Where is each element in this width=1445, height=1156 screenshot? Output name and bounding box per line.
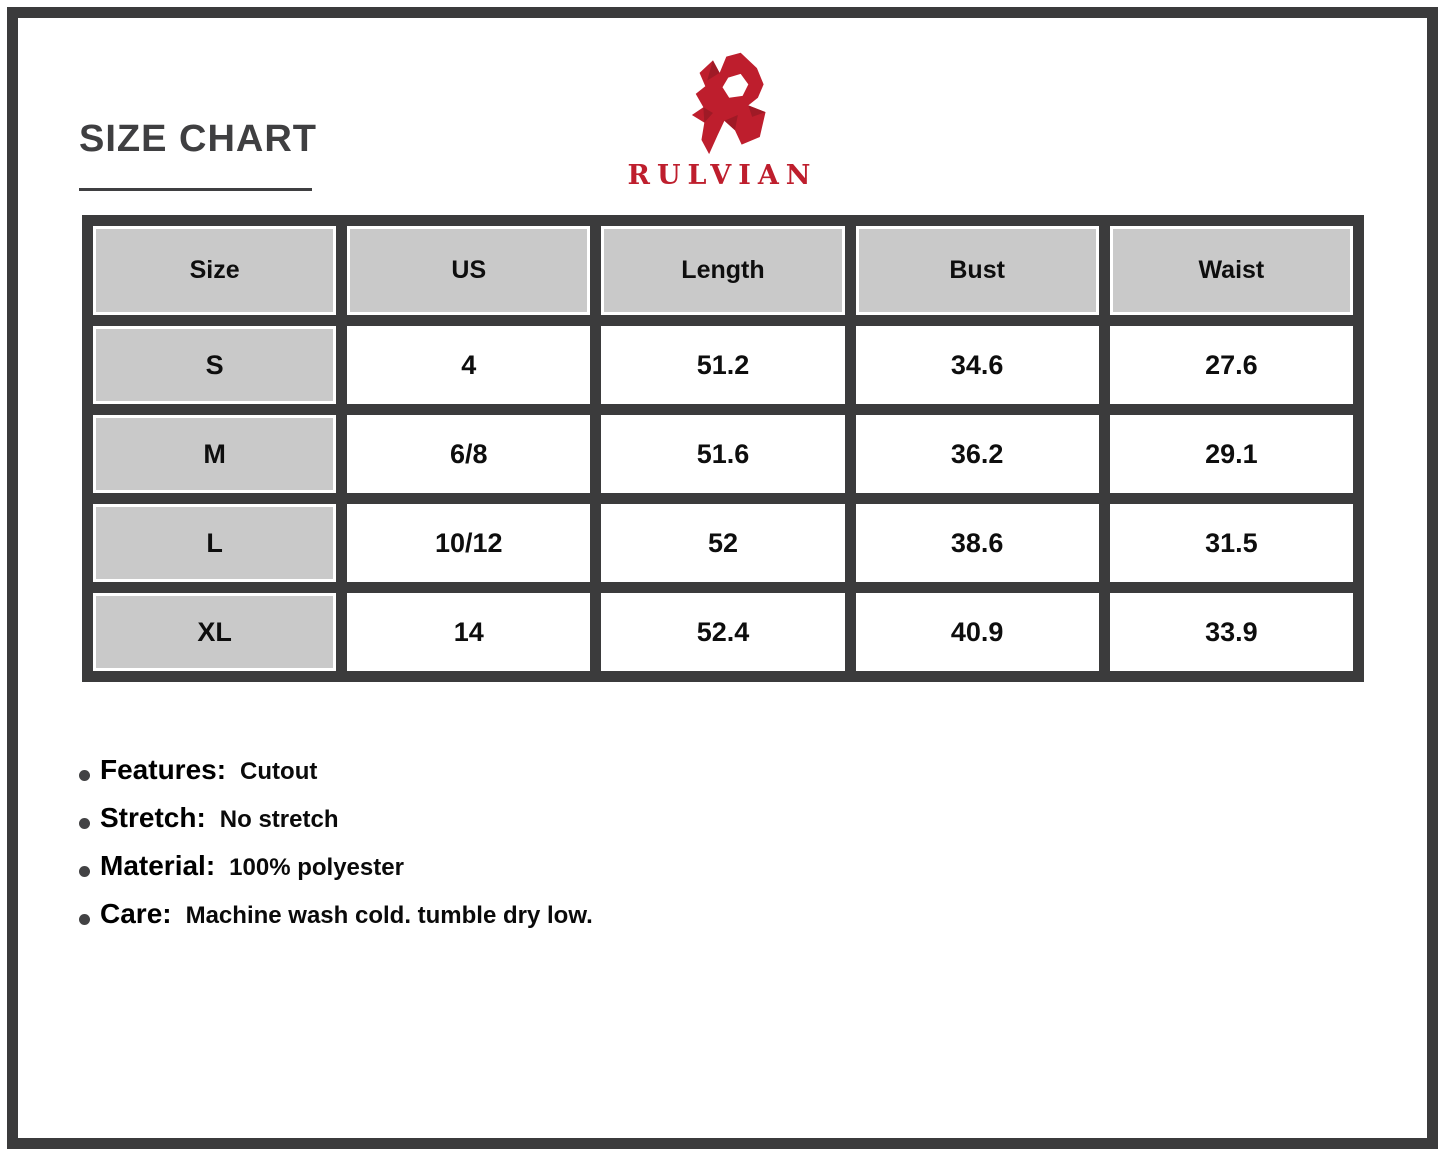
size-cell: XL [93,593,336,671]
table-cell: 10/12 [347,504,590,582]
table-cell: 6/8 [347,415,590,493]
detail-label: Features: [100,754,227,785]
column-header-length: Length [601,226,844,315]
size-chart-table [82,215,1364,682]
column-header-size: Size [93,226,336,315]
size-cell: S [93,326,336,404]
detail-label: Material: [100,850,216,881]
table-cell: 52.4 [601,593,844,671]
details-list [79,754,593,946]
table-cell: 4 [347,326,590,404]
detail-item [79,898,593,946]
column-header-waist: Waist [1110,226,1353,315]
detail-label: Care: [100,898,172,929]
table-row [93,593,1353,671]
table-cell: 31.5 [1110,504,1353,582]
bullet-icon [79,866,90,877]
table-row [93,415,1353,493]
detail-item [79,754,593,802]
outer-frame [7,7,1438,1149]
detail-item [79,802,593,850]
detail-value: Cutout [240,758,318,785]
bullet-icon [79,914,90,925]
detail-value: No stretch [219,806,339,833]
detail-value: 100% polyester [229,854,404,881]
table-cell: 34.6 [856,326,1099,404]
bullet-icon [79,770,90,781]
brand-name: RULVIAN [627,160,818,191]
column-header-bust: Bust [856,226,1099,315]
size-cell: M [93,415,336,493]
detail-label: Stretch: [100,802,206,833]
table-header-row [93,226,1353,315]
table-cell: 38.6 [856,504,1099,582]
table-row [93,326,1353,404]
bullet-icon [79,818,90,829]
page-title: SIZE CHART [79,118,317,160]
table-row [93,504,1353,582]
table-cell: 40.9 [856,593,1099,671]
table-cell: 52 [601,504,844,582]
brand-logo [18,48,1427,191]
rulvian-r-logo-icon [674,48,771,158]
table-cell: 51.2 [601,326,844,404]
table-cell: 51.6 [601,415,844,493]
detail-item [79,850,593,898]
column-header-us: US [347,226,590,315]
table-cell: 14 [347,593,590,671]
table-cell: 36.2 [856,415,1099,493]
table-cell: 33.9 [1110,593,1353,671]
table-cell: 29.1 [1110,415,1353,493]
table-cell: 27.6 [1110,326,1353,404]
size-cell: L [93,504,336,582]
detail-value: Machine wash cold. tumble dry low. [185,902,593,929]
